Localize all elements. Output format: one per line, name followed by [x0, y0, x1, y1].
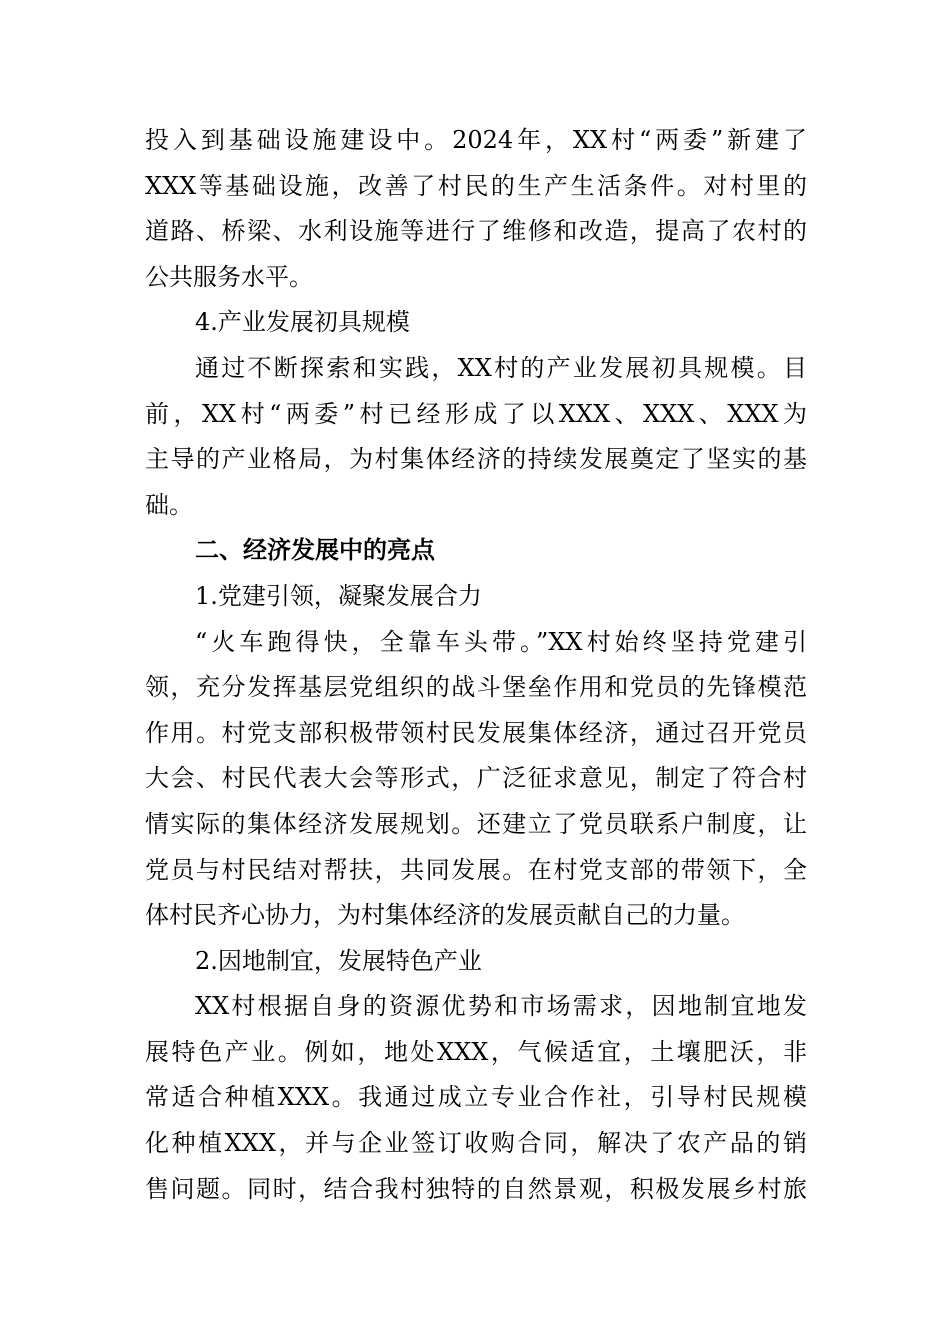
paragraph-line: 础。: [145, 490, 193, 519]
paragraph-line: 公共服务水平。: [145, 262, 313, 291]
paragraph-line: 体村民齐心协力，为村集体经济的发展贡献自己的力量。: [145, 901, 745, 930]
section-heading: 二、经济发展中的亮点: [195, 536, 435, 565]
paragraph-line: XXX等基础设施，改善了村民的生产生活条件。对村里的: [145, 171, 807, 200]
paragraph-line: 领，充分发挥基层党组织的战斗堡垒作用和党员的先锋模范: [145, 673, 807, 702]
document-body: [145, 118, 807, 1212]
section-subheading: 1.党建引领，凝聚发展合力: [195, 581, 482, 610]
paragraph-line: 前，XX村“两委”村已经形成了以XXX、XXX、XXX为: [145, 399, 807, 428]
paragraph-line: 道路、桥梁、水利设施等进行了维修和改造，提高了农村的: [145, 217, 807, 246]
paragraph-line: 化种植XXX，并与企业签订收购合同，解决了农产品的销: [145, 1129, 807, 1158]
paragraph-line: 常适合种植XXX。我通过成立专业合作社，引导村民规模: [145, 1083, 807, 1112]
paragraph-line: XX村根据自身的资源优势和市场需求，因地制宜地发: [195, 992, 807, 1021]
paragraph-line: 大会、村民代表大会等形式，广泛征求意见，制定了符合村: [145, 764, 807, 793]
paragraph-line: 情实际的集体经济发展规划。还建立了党员联系户制度，让: [145, 809, 807, 838]
paragraph-line: “火车跑得快，全靠车头带。”XX村始终坚持党建引: [195, 627, 807, 656]
paragraph-line: 通过不断探索和实践，XX村的产业发展初具规模。目: [195, 353, 807, 382]
paragraph-line: 投入到基础设施建设中。2024年，XX村“两委”新建了: [145, 126, 807, 154]
paragraph-line: 售问题。同时，结合我村独特的自然景观，积极发展乡村旅: [145, 1174, 807, 1203]
section-subheading: 4.产业发展初具规模: [195, 308, 410, 337]
section-subheading: 2.因地制宜，发展特色产业: [195, 946, 482, 975]
paragraph-line: 展特色产业。例如，地处XXX，气候适宜，土壤肥沃，非: [145, 1037, 807, 1066]
paragraph-line: 主导的产业格局，为村集体经济的持续发展奠定了坚实的基: [145, 445, 807, 474]
paragraph-line: 作用。村党支部积极带领村民发展集体经济，通过召开党员: [145, 718, 807, 747]
paragraph-line: 党员与村民结对帮扶，共同发展。在村党支部的带领下，全: [145, 855, 807, 884]
